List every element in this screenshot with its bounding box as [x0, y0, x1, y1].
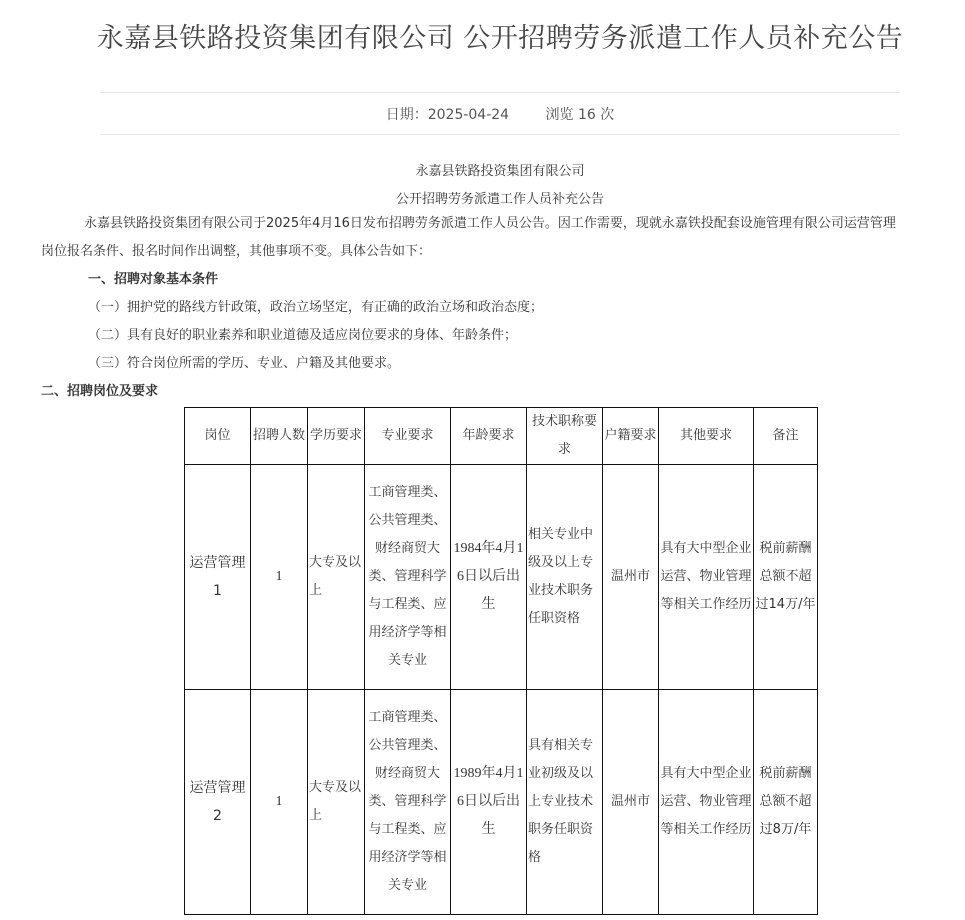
title-requirement-cell: 具有相关专业初级及以上专业技术职务任职资格: [527, 690, 603, 915]
major-cell: 工商管理类、公共管理类、财经商贸大类、管理科学与工程类、应用经济学等相关专业: [365, 465, 451, 690]
intro-paragraph-line1: 永嘉县铁路投资集团有限公司于2025年4月16日发布招聘劳务派遣工作人员公告。因工作需要，现就永嘉铁投配套设施管理有限公司运营管理: [84, 216, 896, 231]
headcount-cell: 1: [251, 690, 308, 915]
residence-cell: 温州市: [603, 465, 659, 690]
education-cell: 大专及以上: [308, 465, 365, 690]
divider-bottom: [100, 134, 900, 135]
header-cell: 年龄要求: [451, 408, 527, 465]
section1-heading: 一、招聘对象基本条件: [88, 272, 219, 287]
positions-table: [184, 407, 818, 915]
education-cell: 大专及以上: [308, 690, 365, 915]
table-header-row: [185, 408, 818, 465]
header-cell: 备注: [754, 408, 818, 465]
header-cell: 学历要求: [308, 408, 365, 465]
title-requirement-cell: 相关专业中级及以上专业技术职务任职资格: [527, 465, 603, 690]
headcount-cell: 1: [251, 465, 308, 690]
header-cell: 技术职称要求: [527, 408, 603, 465]
notice-subtitle: 公开招聘劳务派遣工作人员补充公告: [395, 192, 604, 207]
divider-top: [100, 92, 900, 93]
remark-cell: 税前薪酬总额不超过14万/年: [754, 465, 818, 690]
table-row: [185, 465, 818, 690]
header-cell: 其他要求: [659, 408, 754, 465]
table-row: [185, 690, 818, 915]
other-requirement-cell: 具有大中型企业运营、物业管理等相关工作经历: [659, 465, 754, 690]
intro-paragraph-line2: 岗位报名条件、报名时间作出调整，其他事项不变。具体公告如下：: [41, 244, 432, 259]
org-name-line: 永嘉县铁路投资集团有限公司: [415, 164, 585, 179]
view-count: 浏览 16 次: [545, 107, 615, 123]
age-cell: 1984年4月16日以后出生: [451, 465, 527, 690]
header-cell: 岗位: [185, 408, 251, 465]
condition-3: （三）符合岗位所需的学历、专业、户籍及其他要求。: [88, 356, 401, 371]
header-cell: 招聘人数: [251, 408, 308, 465]
condition-1: （一）拥护党的路线方针政策，政治立场坚定，有正确的政治立场和政治态度；: [88, 300, 544, 315]
section2-heading: 二、招聘岗位及要求: [41, 384, 159, 399]
article-meta: [0, 104, 965, 124]
condition-2: （二）具有良好的职业素养和职业道德及适应岗位要求的身体、年龄条件；: [88, 328, 518, 343]
position-cell: 运营管理2: [185, 690, 251, 915]
header-cell: 户籍要求: [603, 408, 659, 465]
position-cell: 运营管理1: [185, 465, 251, 690]
remark-cell: 税前薪酬总额不超过8万/年: [754, 690, 818, 915]
major-cell: 工商管理类、公共管理类、财经商贸大类、管理科学与工程类、应用经济学等相关专业: [365, 690, 451, 915]
publish-date: 日期：2025-04-24: [385, 107, 510, 123]
other-requirement-cell: 具有大中型企业运营、物业管理等相关工作经历: [659, 690, 754, 915]
residence-cell: 温州市: [603, 690, 659, 915]
page-title: 永嘉县铁路投资集团有限公司 公开招聘劳务派遣工作人员补充公告: [96, 23, 904, 54]
age-cell: 1989年4月16日以后出生: [451, 690, 527, 915]
header-cell: 专业要求: [365, 408, 451, 465]
